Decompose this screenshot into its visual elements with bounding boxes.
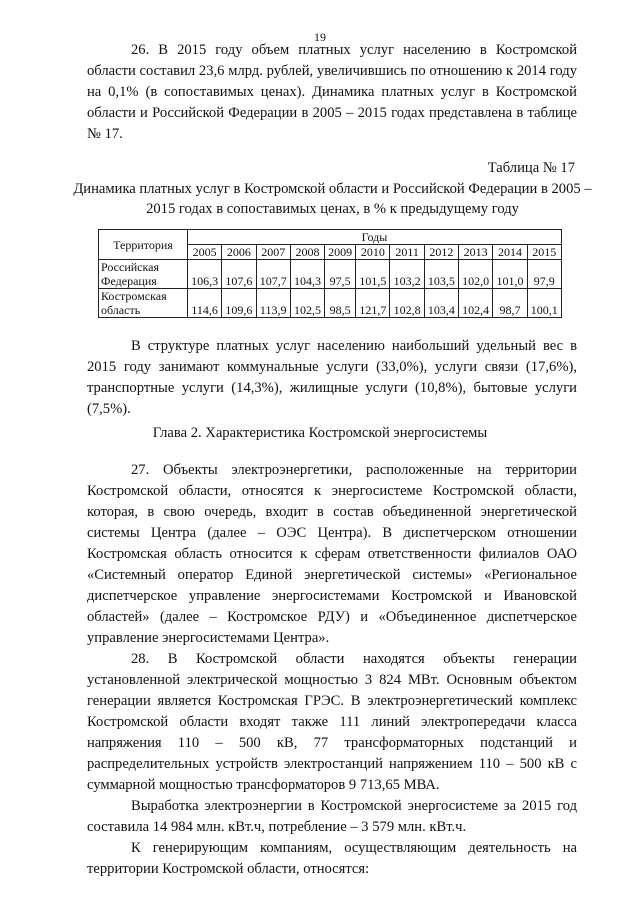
structure-paragraph: В структуре платных услуг населению наибольший удельный вес в 2015 году занимают коммунальные услуги (33,0%), услуги связи (17,6%), транспортные услуги (14,3%), жилищные услуги (10,8%), бытовые услуги (7,5%). xyxy=(87,338,577,417)
value-cell: 101,0 xyxy=(493,260,527,289)
value-cell: 102,5 xyxy=(290,289,324,318)
value-cell: 102,4 xyxy=(459,289,493,318)
year-cell: 2011 xyxy=(390,245,424,260)
services-dynamics-table xyxy=(98,229,562,318)
paragraph-output: Выработка электроэнергии в Костромской энергосистеме за 2015 год составила 14 984 млн. кВт.ч, потребление – 3 579 млн. кВт.ч. xyxy=(87,798,577,835)
value-cell: 98,5 xyxy=(325,289,356,318)
chapter-title: Глава 2. Характеристика Костромской энергосистемы xyxy=(152,425,488,441)
body-text-block xyxy=(87,460,577,880)
value-cell: 121,7 xyxy=(356,289,390,318)
value-cell: 107,6 xyxy=(222,260,256,289)
table-row xyxy=(99,260,562,289)
year-cell: 2005 xyxy=(188,245,222,260)
value-cell: 104,3 xyxy=(290,260,324,289)
paragraph-28: 28. В Костромской области находятся объекты генерации установленной электрической мощностью 3 824 МВт. Основным объектом генерации является Костромская ГРЭС. В электроэнергетический комплекс Костромской области входят также 111 линий электропередачи класса напряжения 110 – 500 кВ, 77 трансформаторных подстанций и распределительных устройств электростанций напряжением 110 – 500 кВ с суммарной мощностью трансформаторов 9 713,65 МВА. xyxy=(87,651,577,793)
structure-paragraph-block xyxy=(87,336,577,420)
year-cell: 2014 xyxy=(493,245,527,260)
table-header-row xyxy=(99,230,562,245)
year-cell: 2009 xyxy=(325,245,356,260)
paragraph-26: 26. В 2015 году объем платных услуг населению в Костромской области составил 23,6 млрд. рублей, увеличившись по отношению к 2014 году на 0,1% (в сопоставимых ценах). Динамика платных услуг в Костромской области и Российской Федерации в 2005 – 2015 годах представлена в таблице № 17. xyxy=(87,42,577,142)
paragraph-26-block xyxy=(87,40,577,145)
year-cell: 2015 xyxy=(527,245,561,260)
value-cell: 102,8 xyxy=(390,289,424,318)
value-cell: 113,9 xyxy=(256,289,290,318)
year-cell: 2012 xyxy=(424,245,458,260)
paragraph-generators: К генерирующим компаниям, осуществляющим деятельность на территории Костромской области, относятся: xyxy=(87,840,577,877)
value-cell: 107,7 xyxy=(256,260,290,289)
year-cell: 2010 xyxy=(356,245,390,260)
year-cell: 2006 xyxy=(222,245,256,260)
value-cell: 109,6 xyxy=(222,289,256,318)
value-cell: 103,5 xyxy=(424,260,458,289)
territory-name: Российская Федерация xyxy=(99,260,188,289)
territory-name: Костромская область xyxy=(99,289,188,318)
value-cell: 98,7 xyxy=(493,289,527,318)
page-number: 19 xyxy=(314,30,326,44)
table-title: Динамика платных услуг в Костромской области и Российской Федерации в 2005 – 2015 годах в сопоставимых ценах, в % к предыдущему году xyxy=(73,181,592,217)
value-cell: 103,2 xyxy=(390,260,424,289)
year-cell: 2013 xyxy=(459,245,493,260)
table-row xyxy=(99,289,562,318)
value-cell: 101,5 xyxy=(356,260,390,289)
table-number: Таблица № 17 xyxy=(487,160,575,176)
value-cell: 100,1 xyxy=(527,289,561,318)
header-territory: Территория xyxy=(99,230,188,260)
value-cell: 102,0 xyxy=(459,260,493,289)
year-cell: 2007 xyxy=(256,245,290,260)
value-cell: 97,5 xyxy=(325,260,356,289)
value-cell: 103,4 xyxy=(424,289,458,318)
value-cell: 106,3 xyxy=(188,260,222,289)
year-cell: 2008 xyxy=(290,245,324,260)
paragraph-27: 27. Объекты электроэнергетики, расположенные на территории Костромской области, относятся к энергосистеме Костромской области, которая, в свою очередь, входит в состав объединенной энергетической системы Центра (далее – ОЭС Центра). В диспетчерском отношении Костромская область относится к сферам ответственности филиалов ОАО «Системный оператор Единой энергетической системы» «Региональное диспетчерское управление энергосистемами Костромской и Ивановской областей» (далее – Костромское РДУ) и «Объединенное диспетчерское управление энергосистемами Центра». xyxy=(87,462,577,646)
header-years: Годы xyxy=(188,230,562,245)
value-cell: 114,6 xyxy=(188,289,222,318)
value-cell: 97,9 xyxy=(527,260,561,289)
